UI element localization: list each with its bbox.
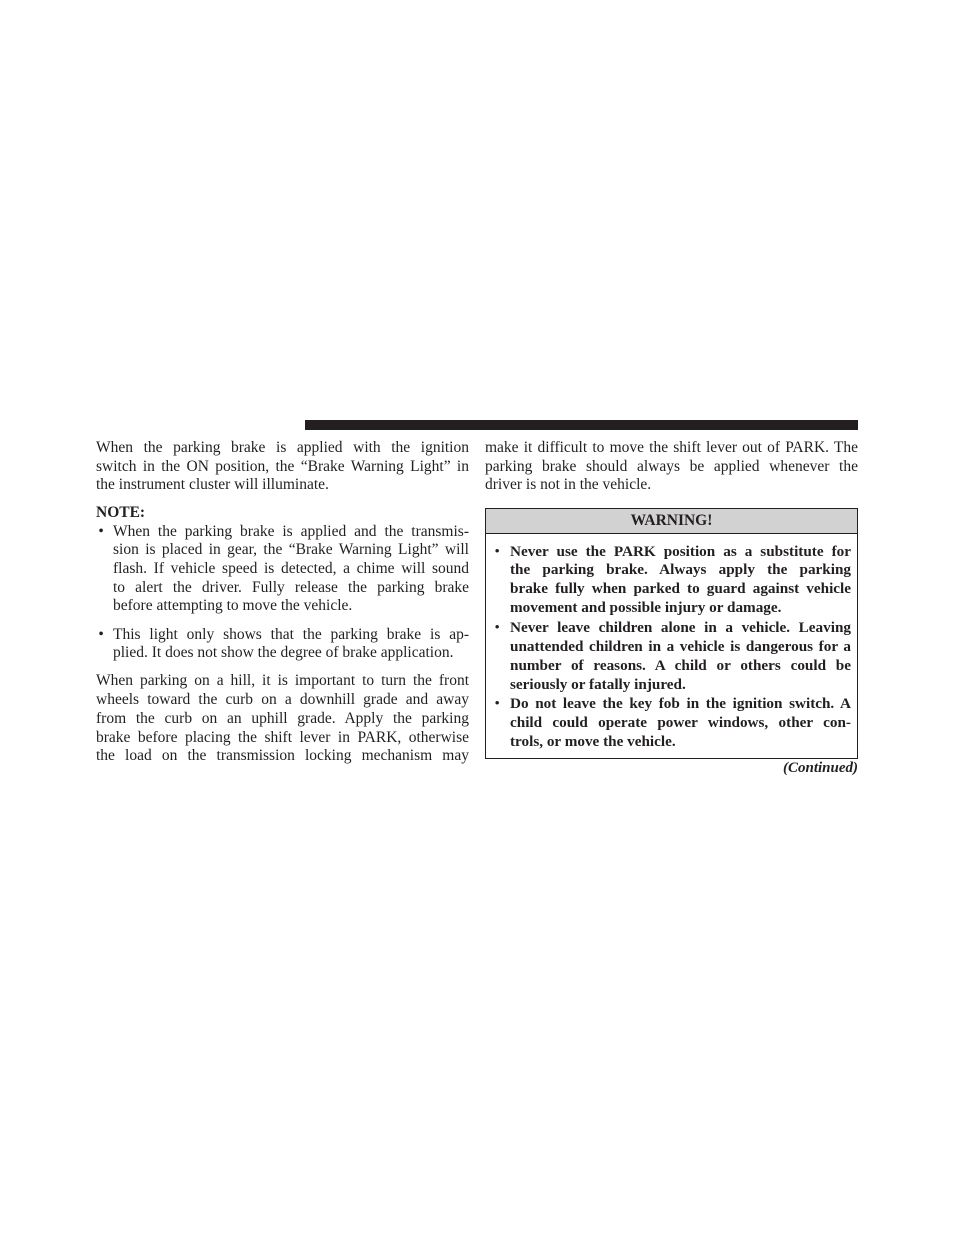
text-line: When parking on a hill, it is important to turn the front: [96, 672, 469, 690]
bullet-glyph: •: [98, 625, 104, 643]
text-line: sion is placed in gear, the “Brake Warning Light” will: [113, 541, 469, 559]
bullet-glyph: •: [98, 522, 104, 540]
warning-bullet-item: [494, 695, 851, 751]
hill-parking-paragraph: [96, 672, 469, 765]
text-line: the load on the transmission locking mechanism may: [96, 747, 469, 765]
continuation-paragraph: [485, 439, 858, 495]
text-line: Do not leave the key fob in the ignition switch. A: [510, 695, 851, 713]
text-line: Never use the PARK position as a substitute for: [510, 542, 851, 560]
text-line: the parking brake. Always apply the parking: [510, 561, 851, 579]
note-bullet-item: [96, 523, 469, 616]
text-line: number of reasons. A child or others could be: [510, 656, 851, 674]
text-line: wheels toward the curb on a downhill grade and away: [96, 691, 469, 709]
bullet-glyph: •: [494, 619, 500, 637]
warning-bullet-item: [494, 542, 851, 618]
text-line: driver is not in the vehicle.: [485, 476, 652, 494]
continued-label: (Continued): [782, 759, 858, 776]
bullet-glyph: •: [494, 695, 500, 713]
text-line: switch in the ON position, the “Brake Warning Light” in: [96, 457, 469, 475]
text-line: This light only shows that the parking brake is ap-: [113, 625, 469, 643]
right-column: [485, 439, 858, 777]
text-line: brake fully when parked to guard against vehicle: [510, 579, 851, 597]
text-line: When the parking brake is applied and the transmis-: [113, 522, 469, 540]
text-line: flash. If vehicle speed is detected, a chime will sound: [113, 560, 469, 578]
warning-body: [486, 534, 857, 758]
text-line: plied. It does not show the degree of brake application.: [113, 644, 454, 662]
note-bullet-item: [96, 626, 469, 663]
text-line: seriously or fatally injured.: [510, 675, 686, 693]
bullet-glyph: •: [494, 542, 500, 560]
note-label: NOTE:: [96, 503, 146, 521]
left-column: [96, 439, 469, 766]
text-line: the instrument cluster will illuminate.: [96, 476, 329, 494]
text-line: make it difficult to move the shift lever out of PARK. The: [485, 439, 858, 456]
intro-paragraph: [96, 439, 469, 495]
text-line: to alert the driver. Fully release the parking brake: [113, 578, 469, 596]
text-line: unattended children in a vehicle is dangerous for a: [510, 638, 851, 656]
text-line: Never leave children alone in a vehicle. Leaving: [510, 619, 851, 637]
warning-title: WARNING!: [486, 509, 857, 534]
warning-bullet-item: [494, 619, 851, 694]
warning-box: [485, 508, 858, 759]
section-header-bar: [305, 420, 858, 430]
text-line: trols, or move the vehicle.: [510, 732, 676, 750]
text-line: before attempting to move the vehicle.: [113, 597, 353, 615]
text-line: movement and possible injury or damage.: [510, 598, 782, 616]
text-line: child could operate power windows, other con-: [510, 714, 851, 732]
text-line: When the parking brake is applied with the ignition: [96, 439, 469, 456]
text-line: brake before placing the shift lever in PARK, otherwise: [96, 728, 469, 746]
text-line: parking brake should always be applied whenever the: [485, 457, 858, 475]
text-line: from the curb on an uphill grade. Apply the parking: [96, 709, 469, 727]
